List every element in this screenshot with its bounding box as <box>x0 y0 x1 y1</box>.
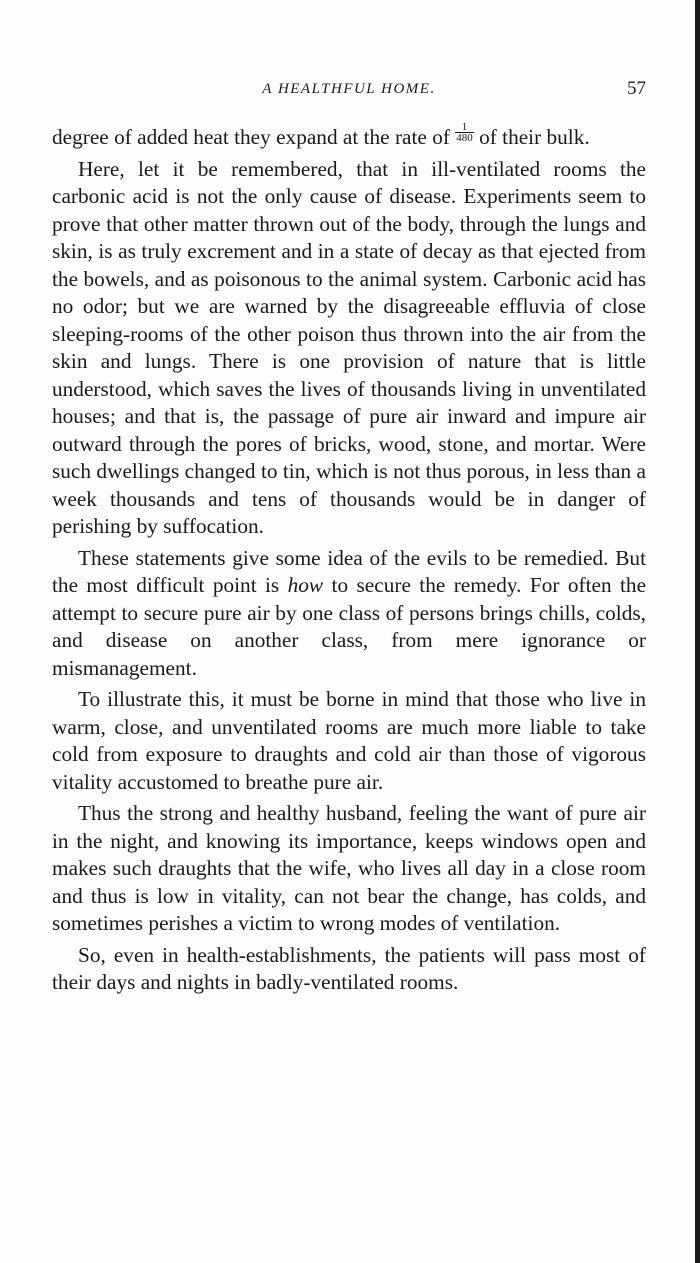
page-edge-shadow <box>695 0 700 1263</box>
paragraph-3-text: These statements give some idea of the evils to be remedied. But the most difficult point is <box>52 545 646 597</box>
paragraph-6: So, even in health-establishments, the patients will pass most of their days and nights in badly-ventilated rooms. <box>52 942 646 994</box>
paragraph-1-text-end: of their bulk. <box>479 125 590 149</box>
paragraph-3-emphasis: how <box>287 573 324 597</box>
paragraph-5: Thus the strong and healthy husband, feeling the want of pure air in the night, and knowing its importance, keeps windows open and makes such draughts that the wife, who lives all day in a close room and thus is low in vitality, can not bear the change, has colds, and sometimes perishes a victim to wrong modes of ventilation. <box>52 801 646 935</box>
paragraph-3-text-end: to secure the remedy. For often the attempt to secure pure air by one class of persons brings chills, colds, and disease on another class, from mere ignorance or mismanagement. <box>52 573 647 680</box>
fraction-denominator: 480 <box>456 132 473 144</box>
fraction <box>455 122 474 143</box>
page-number: 57 <box>627 78 646 99</box>
running-title: A HEALTHFUL HOME. <box>262 81 436 97</box>
paragraph-1 <box>52 122 646 152</box>
paragraph-1-text: degree of added heat they expand at the rate of <box>52 125 450 149</box>
fraction-numerator: 1 <box>455 122 474 133</box>
paragraph-2: Here, let it be remembered, that in ill-ventilated rooms the carbonic acid is not the only cause of disease. Experiments seem to prove that other matter thrown out of the body, through the lungs and skin, is as truly excrement and in a state of decay as that ejected from the bowels, and as poisonous to the animal system. Carbonic acid has no odor; but we are warned by the disagreeable effluvia of close sleeping-rooms of the other poison thus thrown into the air from the skin and lungs. There is one provision of nature that is little understood, which saves the lives of thousands living in unventilated houses; and that is, the passage of pure air inward and impure air outward through the pores of bricks, wood, stone, and mortar. Were such dwellings changed to tin, which is not thus porous, in less than a week thousands and tens of thousands would be in danger of perishing by suffocation. <box>52 156 646 538</box>
paragraph-4: To illustrate this, it must be borne in mind that those who live in warm, close, and unventilated rooms are much more liable to take cold from exposure to draughts and cold air than those of vigorous vitality accustomed to breathe pure air. <box>52 687 646 794</box>
body-text <box>52 122 646 1001</box>
paragraph-3 <box>52 545 646 683</box>
running-head <box>52 78 646 102</box>
